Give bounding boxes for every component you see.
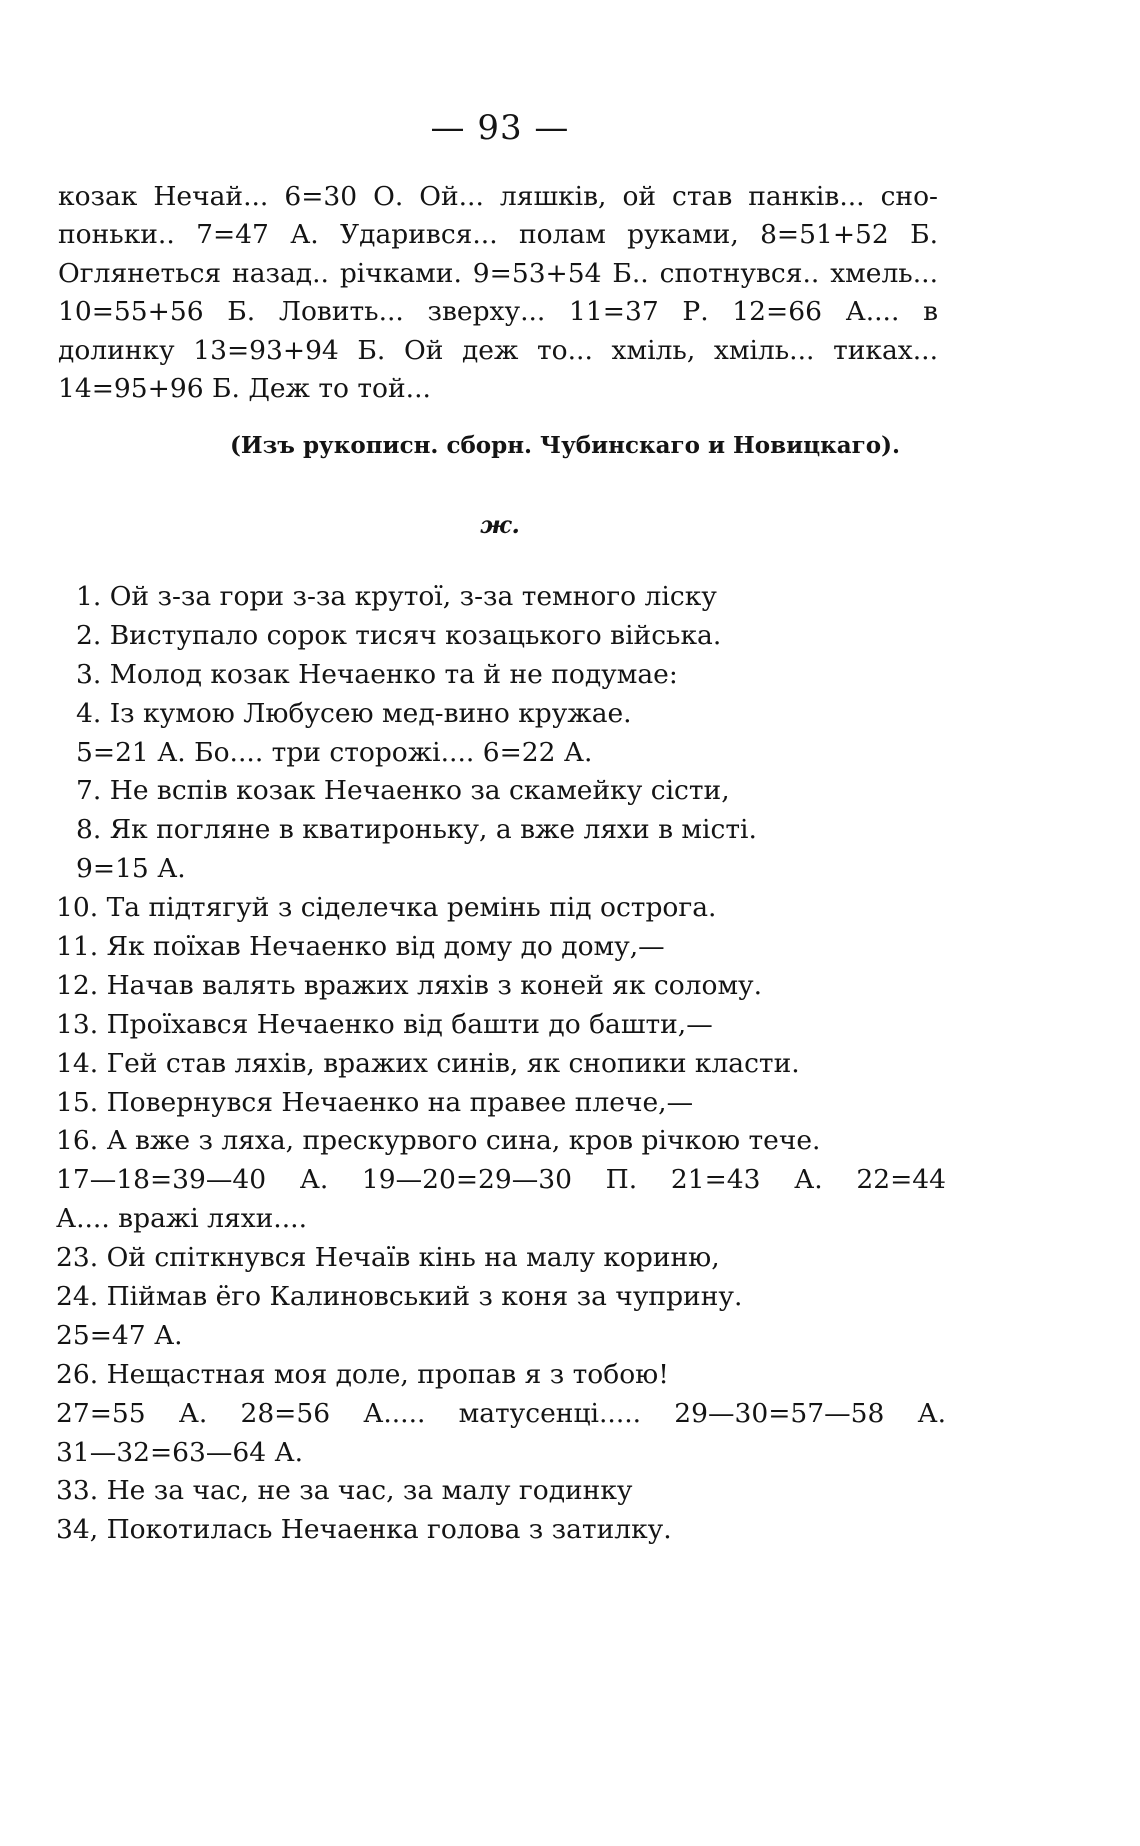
prose-line: 10=55+56 Б. Ловить... зверху... 11=37 Р. 12=66 А.... в xyxy=(58,296,938,328)
prose-line: козак Нечай... 6=30 О. Ой... ляшків, ой став панків... сно- xyxy=(58,181,938,212)
verse-line: 26. Нещастная моя доле, пропав я з тобою! xyxy=(56,1358,669,1390)
section-mark: ж. xyxy=(480,510,520,539)
verse-line: 4. Із кумою Любусею мед-вино кружае. xyxy=(76,697,632,729)
verse-line: 9=15 А. xyxy=(76,853,186,885)
verse-list xyxy=(56,578,946,1550)
prose-line: долинку 13=93+94 Б. Ой деж то... хміль, хміль... тиках... xyxy=(58,334,938,366)
verse-line: 7. Не вспів козак Нечаенко за скамейку сісти, xyxy=(76,775,730,807)
source-note: (Изъ рукописн. сборн. Чубинскаго и Новицкаго). xyxy=(230,432,900,459)
verse-line: 14. Гей став ляхів, вражих синів, як снопики класти. xyxy=(56,1047,800,1079)
prose-line: поньки.. 7=47 А. Ударився... полам руками, 8=51+52 Б. xyxy=(58,219,938,251)
verse-line: 23. Ой спіткнувся Нечаїв кінь на малу кориню, xyxy=(56,1242,720,1274)
verse-line: 8. Як погляне в кватироньку, а вже ляхи в місті. xyxy=(76,814,757,846)
verse-line: 3. Молод козак Нечаенко та й не подумае: xyxy=(76,658,678,690)
verse-line: А.... вражі ляхи.... xyxy=(56,1203,307,1235)
prose-line: Оглянеться назад.. річками. 9=53+54 Б.. спотнувся.. хмель... xyxy=(58,257,938,289)
verse-line: 24. Піймав ёго Калиновський з коня за чуприну. xyxy=(56,1281,743,1313)
verse-line: 16. А вже з ляха, прескурвого сина, кров річкою тече. xyxy=(56,1125,821,1157)
verse-line: 33. Не за час, не за час, за малу годинку xyxy=(56,1475,633,1507)
verse-line: 1. Ой з-за гори з-за крутої, з-за темного ліску xyxy=(76,581,717,612)
verse-line: 12. Начав валять вражих ляхів з коней як солому. xyxy=(56,969,763,1001)
verse-line: 31—32=63—64 А. xyxy=(56,1436,304,1468)
prose-line: 14=95+96 Б. Деж то той... xyxy=(58,372,431,404)
verse-line: 27=55 А. 28=56 А..... матусенці..... 29—30=57—58 А. xyxy=(56,1397,946,1429)
verse-line: 5=21 А. Бо.... три сторожі.... 6=22 А. xyxy=(76,736,593,768)
page-number: — 93 — xyxy=(430,108,570,148)
verse-line: 15. Повернувся Нечаенко на правее плече,— xyxy=(56,1086,694,1118)
verse-line: 25=47 А. xyxy=(56,1319,183,1351)
verse-line: 17—18=39—40 А. 19—20=29—30 П. 21=43 А. 22=44 xyxy=(56,1164,946,1196)
verse-line: 34, Покотилась Нечаенка голова з затилку. xyxy=(56,1514,672,1546)
verse-line: 2. Виступало сорок тисяч козацького війська. xyxy=(76,619,722,651)
verse-line: 10. Та підтягуй з сіделечка ремінь під острога. xyxy=(56,892,717,924)
verse-line: 11. Як поїхав Нечаенко від дому до дому,— xyxy=(56,931,665,963)
verse-line: 13. Проїхався Нечаенко від башти до башти,— xyxy=(56,1008,713,1040)
prose-paragraph xyxy=(58,178,938,408)
